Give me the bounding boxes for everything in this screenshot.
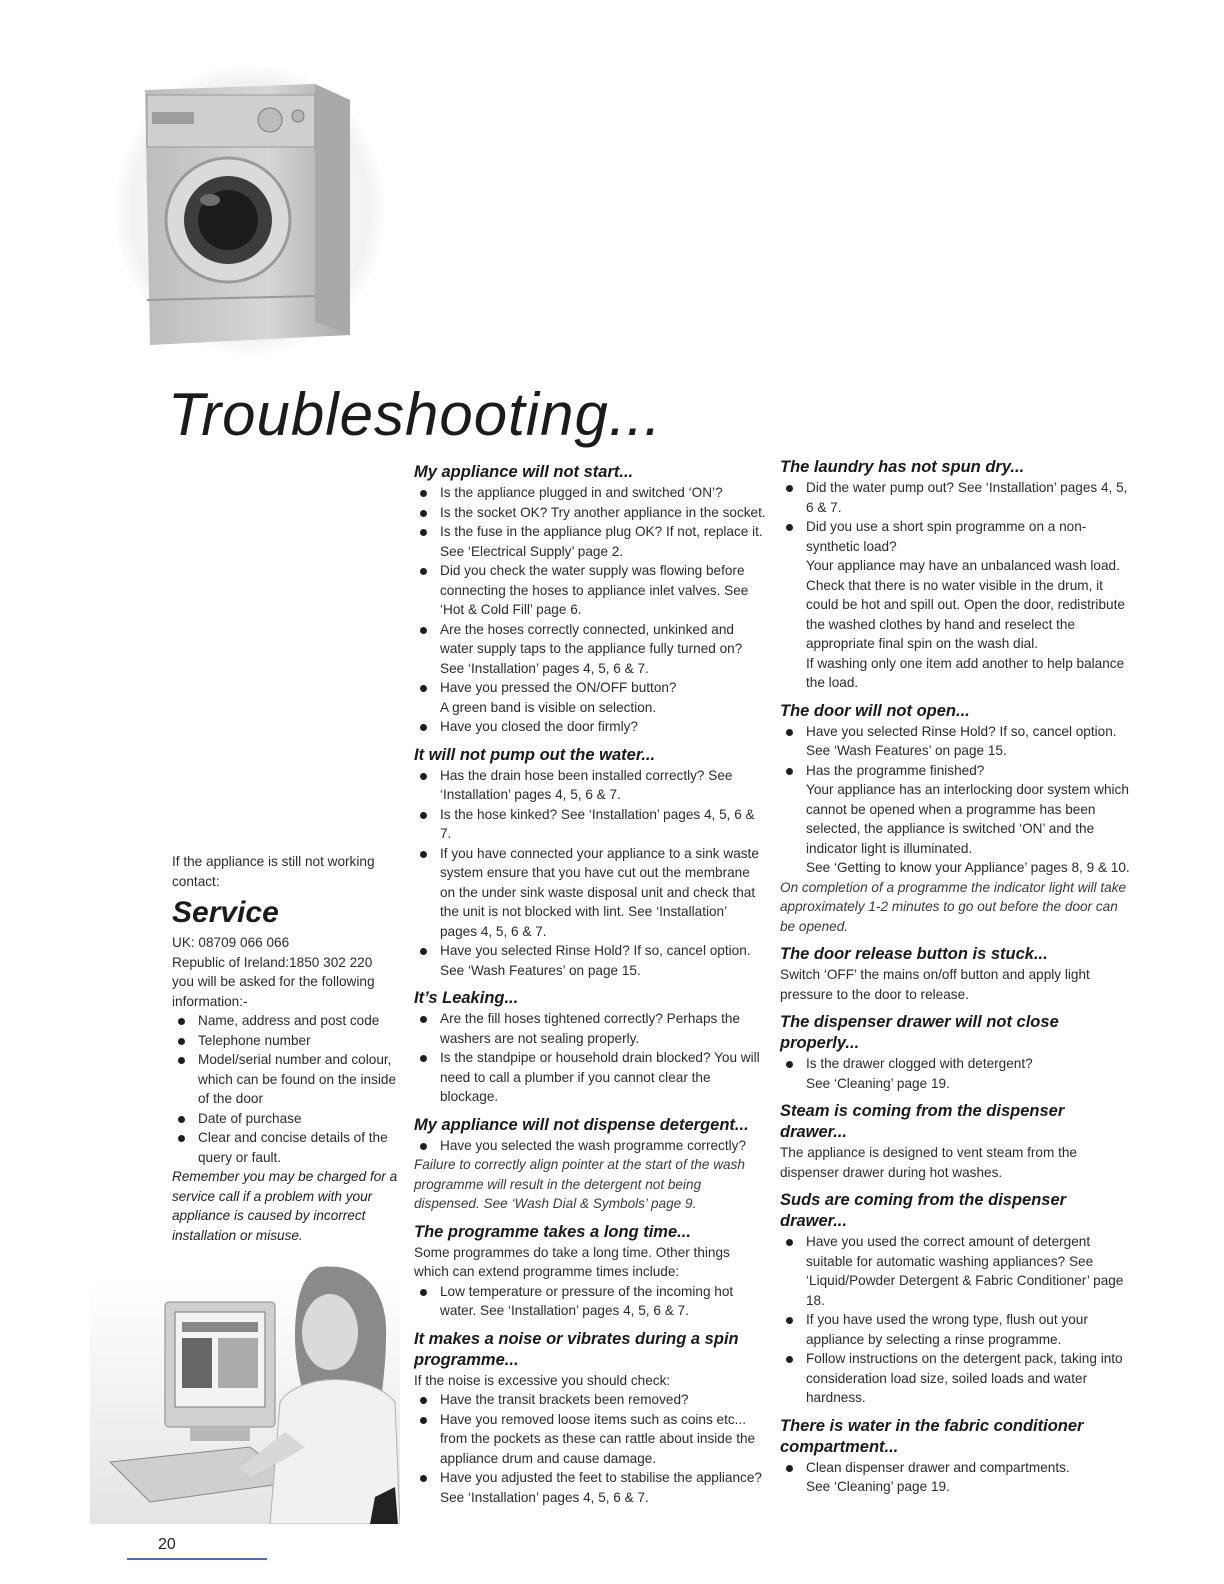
page-number: 20 (158, 1536, 176, 1553)
service-charge-note: Remember you may be charged for a service call if a problem with your appliance is caused by incorrect installation or misuse. (172, 1169, 398, 1243)
list-item: Have you pressed the ON/OFF button? A green band is visible on selection. (414, 678, 766, 717)
list-item: Has the drain hose been installed correctly? See ‘Installation’ pages 4, 5, 6 & 7. (414, 766, 766, 805)
service-phone-ireland: Republic of Ireland:1850 302 220 (172, 954, 373, 970)
section-door-not-open (780, 701, 1134, 937)
page-title: Troubleshooting... (168, 381, 662, 448)
section-title: The door release button is stuck... (780, 945, 1048, 963)
list-item: Did the water pump out? See ‘Installation’ pages 4, 5, 6 & 7. (780, 478, 1134, 517)
service-column (172, 852, 400, 1245)
section-title: The programme takes a long time... (414, 1222, 691, 1241)
section-body: If the noise is excessive you should check: (414, 1372, 671, 1388)
page-number-rule (127, 1558, 267, 1560)
section-title: My appliance will not start... (414, 463, 634, 481)
section-door-release (780, 944, 1134, 1004)
service-heading: Service (172, 896, 279, 929)
list-item: Have the transit brackets been removed? (414, 1390, 766, 1410)
section-noise (414, 1329, 766, 1508)
list-item: If you have used the wrong type, flush out your appliance by selecting a rinse programme. (780, 1310, 1134, 1349)
section-not-spun (780, 457, 1134, 693)
service-phone-uk: UK: 08709 066 066 (172, 935, 290, 950)
service-intro: If the appliance is still not working contact: (172, 854, 375, 889)
list-item: Has the programme finished? Your appliance has an interlocking door system which cannot be opened when a programme has been selected, the appliance is switched ‘ON’ and the indicator light is illuminated. See ‘Getting to know your Appliance’ pages 8, 9 & 10. (780, 761, 1134, 878)
section-title: Steam is coming from the dispenser drawer... (780, 1102, 1065, 1141)
list-item: Date of purchase (172, 1109, 400, 1129)
section-title: The door will not open... (780, 701, 970, 720)
list-item: Have you selected Rinse Hold? If so, cancel option. See ‘Wash Features’ on page 15. (780, 722, 1134, 761)
section-steam (780, 1101, 1134, 1182)
list-item: Have you used the correct amount of detergent suitable for automatic washing appliances? See ‘Liquid/Powder Detergent & Fabric Conditioner’ page 18. (780, 1232, 1134, 1310)
section-not-dispense (414, 1115, 766, 1214)
list-item: Name, address and post code (172, 1011, 400, 1031)
list-item: Have you selected Rinse Hold? If so, cancel option. See ‘Wash Features’ on page 15. (414, 941, 766, 980)
service-info-intro: you will be asked for the following information:- (172, 974, 375, 1009)
list-item: Is the standpipe or household drain blocked? You will need to call a plumber if you cannot clear the blockage. (414, 1048, 766, 1107)
section-title: Suds are coming from the dispenser drawer... (780, 1191, 1067, 1230)
list-item: Is the drawer clogged with detergent? See ‘Cleaning’ page 19. (780, 1054, 1134, 1093)
service-operator-photo (90, 1262, 400, 1524)
list-item: Clean dispenser drawer and compartments. See ‘Cleaning’ page 19. (780, 1458, 1134, 1497)
section-note: On completion of a programme the indicator light will take approximately 1-2 minutes to go out before the door can be opened. (780, 879, 1127, 934)
middle-column (414, 462, 766, 1515)
section-suds (780, 1190, 1134, 1408)
section-leaking (414, 988, 766, 1107)
section-long-time (414, 1222, 766, 1321)
section-body: Some programmes do take a long time. Other things which can extend programme times include: (414, 1244, 730, 1279)
list-item: Are the hoses correctly connected, unkinked and water supply taps to the appliance fully turned on? See ‘Installation’ pages 4, 5, 6 & 7. (414, 620, 766, 679)
list-item: Are the fill hoses tightened correctly? Perhaps the washers are not sealing properly. (414, 1009, 766, 1048)
list-item: Have you selected the wash programme correctly? (414, 1136, 766, 1156)
section-not-start (414, 462, 766, 737)
list-item: Model/serial number and colour, which can be found on the inside of the door (172, 1050, 400, 1109)
list-item: Have you removed loose items such as coins etc... from the pockets as these can rattle about inside the appliance drum and cause damage. (414, 1410, 766, 1469)
section-note: Failure to correctly align pointer at the start of the wash programme will result in the detergent not being dispensed. See ‘Wash Dial & Symbols’ page 9. (414, 1157, 745, 1211)
list-item: Did you check the water supply was flowing before connecting the hoses to appliance inlet valves. See ‘Hot & Cold Fill’ page 6. (414, 561, 766, 620)
section-not-pump (414, 745, 766, 981)
list-item: Is the hose kinked? See ‘Installation’ pages 4, 5, 6 & 7. (414, 805, 766, 844)
right-column (780, 457, 1134, 1505)
list-item: If you have connected your appliance to a sink waste system ensure that you have cut out the membrane on the under sink waste disposal unit and check that the unit is not blocked with lint. See ‘Installation’ pages 4, 5, 6 & 7. (414, 844, 766, 942)
list-item: Telephone number (172, 1031, 400, 1051)
list-item: Have you closed the door firmly? (414, 717, 766, 737)
section-body: Switch ‘OFF’ the mains on/off button and apply light pressure to the door to release. (780, 967, 1090, 1002)
section-title: It will not pump out the water... (414, 745, 656, 764)
service-info-list (172, 1011, 400, 1167)
section-title: The laundry has not spun dry... (780, 458, 1025, 476)
section-title: The dispenser drawer will not close properly... (780, 1013, 1059, 1052)
list-item: Low temperature or pressure of the incoming hot water. See ‘Installation’ pages 4, 5, 6 & 7. (414, 1282, 766, 1321)
list-item: Follow instructions on the detergent pack, taking into consideration load size, soiled loads and water hardness. (780, 1349, 1134, 1408)
section-title: There is water in the fabric conditioner compartment... (780, 1416, 1084, 1456)
list-item: Is the appliance plugged in and switched ‘ON’? (414, 483, 766, 503)
list-item: Clear and concise details of the query or fault. (172, 1128, 400, 1167)
list-item: Is the fuse in the appliance plug OK? If not, replace it. See ‘Electrical Supply’ page 2. (414, 522, 766, 561)
section-title: It makes a noise or vibrates during a spin programme... (414, 1329, 739, 1369)
section-water-conditioner (780, 1416, 1134, 1497)
section-body: The appliance is designed to vent steam from the dispenser drawer during hot washes. (780, 1145, 1077, 1180)
section-title: It’s Leaking... (414, 989, 519, 1007)
list-item: Did you use a short spin programme on a non-synthetic load? Your appliance may have an unbalanced wash load. Check that there is no water visible in the drum, it could be hot and spill out. Open the door, redistribute the washed clothes by hand and reselect the appropriate final spin on the wash dial. If washing only one item add another to help balance the load. (780, 517, 1134, 693)
section-title: My appliance will not dispense detergent... (414, 1115, 749, 1134)
washing-machine-photo (110, 60, 385, 360)
list-item: Have you adjusted the feet to stabilise the appliance? See ‘Installation’ pages 4, 5, 6 & 7. (414, 1468, 766, 1507)
section-drawer-close (780, 1012, 1134, 1093)
list-item: Is the socket OK? Try another appliance in the socket. (414, 503, 766, 523)
